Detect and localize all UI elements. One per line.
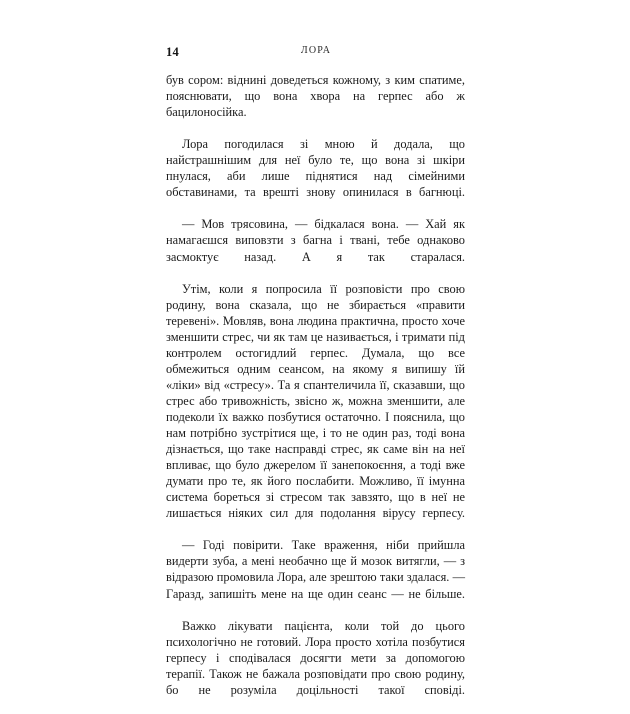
paragraph: Лора погодилася зі мною й додала, що найстрашнішим для неї було те, що вона зі шкіри пнулася, аби лише піднятися над сімейними обставинами, та врешті знову опинилася в багнюці. [166,137,465,200]
running-title: ЛОРА [300,45,332,56]
page-number: 14 [166,45,179,59]
paragraph: був сором: віднині доведеться кожному, з ким спатиме, пояснювати, що вона хвора на герпес або ж бацилоносійка. [166,73,465,120]
paragraph: Важко лікувати пацієнта, коли той до цього психологічно не готовий. Лора просто хотіла позбутися герпесу і сподівалася досягти мети за допомогою терапії. Також не бажала розповідати про свою родину, бо не розуміла доцільності такої сповіді. [166,618,465,697]
body-text-block [166,72,465,714]
running-header [166,46,466,64]
paragraph: Утім, коли я попросила її розповісти про свою родину, вона сказала, що не збирається «правити теревені». Мовляв, вона людина практична, просто хоче зменшити стрес, чи як там це називається, і тримати під контролем остогидлий герпес. Думала, що все обмежиться одним сеансом, на якому я випишу їй «ліки» від «стресу». Та я спантеличила її, сказавши, що стрес або тривожність, звісно ж, можна зменшити, але подеколи їх важко позбутися остаточно. І пояснила, що нам потрібно зустрітися ще, і то не один раз, тоді вона дізнається, що таке насправді стрес, як саме він на неї впливає, що було джерелом її занепокоєння, а тоді вже думати про те, як його послабити. Можливо, її імунна система бореться зі стресом так завзято, що в неї не лишається ніяких сил для подолання вірусу герпесу. [166,281,465,521]
paragraph: — Мов трясовина, — бідкалася вона. — Хай як намагаєшся виповзти з багна і твані, тебе однаково засмоктує назад. А я так старалася. [166,217,465,264]
paragraph: — Годі повірити. Таке враження, ніби прийшла видерти зуба, а мені необачно ще й мозок витягли, — з відразою промовила Лора, але зрештою таки здалася. — Гаразд, запишіть мене на ще один сеанс — не більше. [166,538,465,601]
